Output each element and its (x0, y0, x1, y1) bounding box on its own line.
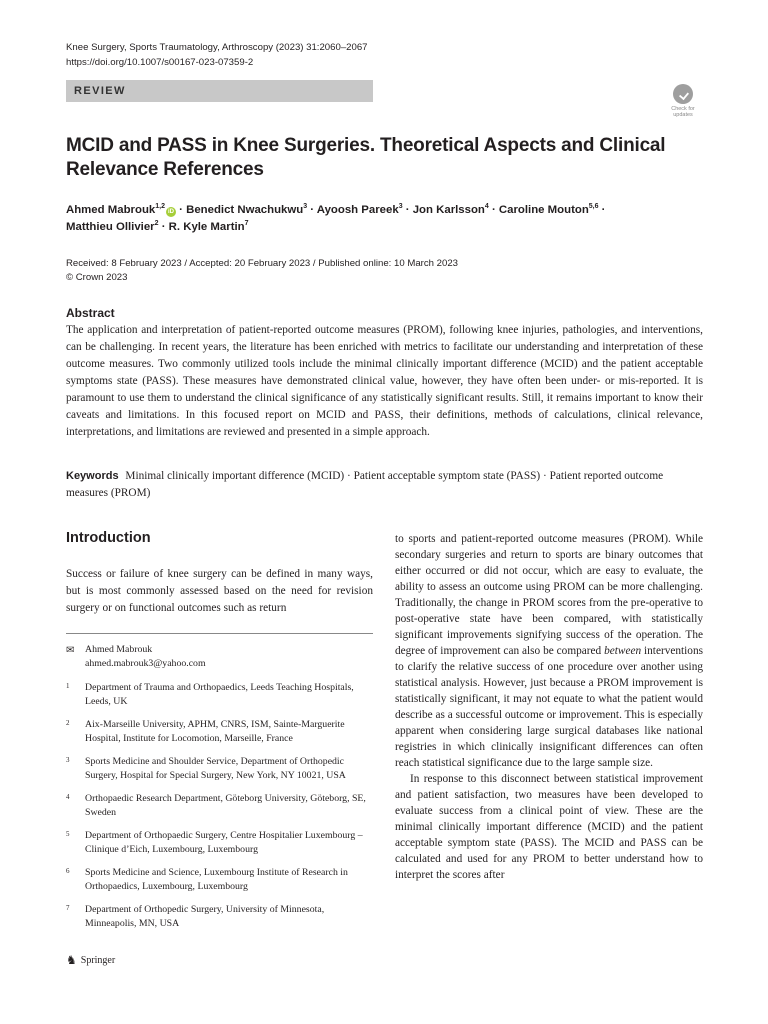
author-separator: · (175, 204, 187, 216)
author-separator: · (307, 204, 317, 216)
publication-dates (66, 257, 458, 284)
affiliation-text: Sports Medicine and Shoulder Service, Department of Orthopedic Surgery, Hospital for Special Surgery, New York, NY 10021, USA (85, 756, 346, 781)
affiliation-item (66, 718, 373, 746)
springer-horse-icon: ♞ (66, 953, 77, 967)
abstract-text: The application and interpretation of patient-reported outcome measures (PROM), following knee injuries, pathologies, and interventions, can be challenging. In recent years, the literature has been enriched with metrics to facilitate our understanding and interpretation of these outcome measures. Two commonly utilized tools include the minimal clinically important difference (MCID) and the patient acceptable symptoms state (PASS). These measures have demonstrated clinical value, however, they have often been under- or mis-reported. It is paramount to use them to understand the clinical significance of any statistically significant results. Still, it remains important to know their caveats and limitations. In this focused report on MCID and PASS, their definitions, methods of calculations, clinical relevance, interpretations, and limitations are reviewed and presented in a simple approach. (66, 324, 703, 438)
author-list (66, 202, 686, 236)
affiliation-number: 2 (66, 719, 70, 727)
affiliation-item (66, 866, 373, 894)
orcid-icon[interactable]: iD (167, 209, 174, 215)
keywords-label: Keywords (66, 470, 119, 482)
contact-email[interactable]: ahmed.mabrouk3@yahoo.com (85, 658, 206, 669)
author-separator: · (402, 204, 413, 216)
author[interactable] (66, 221, 159, 233)
author[interactable] (413, 204, 489, 216)
author-affiliation-number: 2 (154, 220, 159, 228)
publisher-footer (66, 953, 115, 968)
affiliation-number: 4 (66, 793, 70, 801)
introduction-left-text: Success or failure of knee surgery can be defined in many ways, but is most commonly assessed based on the need for revision surgery or on functional outcomes such as return (66, 568, 373, 614)
author-name: Ayoosh Pareek (316, 204, 399, 216)
author[interactable] (317, 204, 403, 216)
author-affiliation-number: 3 (303, 203, 308, 211)
affiliation-item (66, 792, 373, 820)
author-affiliation-number: 3 (398, 203, 403, 211)
check-for-updates-label: Check for updates (671, 106, 695, 118)
author[interactable] (169, 221, 249, 233)
affiliation-item (66, 829, 373, 857)
affiliation-text: Department of Orthopaedic Surgery, Centre Hospitalier Luxembourg – Clinique d’Eich, Luxembourg, Luxembourg (85, 830, 363, 855)
paper-title: MCID and PASS in Knee Surgeries. Theoretical Aspects and Clinical Relevance References (66, 135, 666, 180)
section-label: REVIEW (66, 80, 373, 102)
author-separator: · (488, 204, 499, 216)
copyright-line: © Crown 2023 (66, 271, 128, 283)
check-for-updates-icon (673, 84, 693, 104)
journal-header (66, 40, 368, 70)
author-affiliation-number: 5,6 (588, 203, 599, 211)
abstract-heading: Abstract (66, 306, 115, 320)
affiliation-text: Orthopaedic Research Department, Göteborg University, Göteborg, SE, Sweden (85, 793, 366, 818)
affiliation-number: 6 (66, 867, 70, 875)
author-affiliation-number: 1,2 (155, 203, 165, 211)
author[interactable] (66, 204, 176, 216)
intro-text-part: interventions to clarify the relative success of one procedure over another using statistical analysis. However, just because a PROM improvement is statistically significant, it may not equate to what the patient would describe as a successful outcome or improvement. This is especially apparent when considering large surgical databases like national registries in which clinically insignificant differences can often reach statistical significance due to the large sample size. (395, 645, 704, 769)
author-name: Jon Karlsson (412, 204, 485, 216)
author-separator: · (158, 221, 169, 233)
affiliation-number: 7 (66, 904, 70, 912)
author-name: Caroline Mouton (498, 204, 589, 216)
affiliation-item (66, 755, 373, 783)
intro-emphasis: between (604, 645, 642, 657)
keywords (66, 468, 703, 502)
introduction-heading: Introduction (66, 530, 151, 546)
keywords-text: Minimal clinically important difference (MCID) · Patient acceptable symptom state (PASS) · Patient reported outcome measures (PROM) (66, 470, 664, 499)
affiliation-number: 5 (66, 830, 70, 838)
author-name: Ahmed Mabrouk (66, 204, 156, 216)
author-name: R. Kyle Martin (168, 221, 245, 233)
check-for-updates-button[interactable] (664, 84, 702, 124)
affiliation-item (66, 903, 373, 931)
doi-link[interactable]: https://doi.org/10.1007/s00167-023-07359-2 (66, 57, 254, 68)
introduction-right-column (395, 531, 703, 883)
author-separator: · (598, 204, 606, 216)
affiliation-text: Sports Medicine and Science, Luxembourg Institute of Research in Orthopaedics, Luxembourg, Luxembourg (85, 867, 348, 892)
affiliation-item (66, 681, 373, 709)
intro-text-part: to sports and patient-reported outcome measures (PROM). While secondary surgeries and return to sports are binary outcomes that either occurred or did not occur, which are easy to evaluate, the ability to assess an outcome using PROM can be more challenging. Traditionally, the change in PROM scores from the pre-operative to post-operative state have been compared, with statistically significant improvements signifying success of the operation. The degree of improvement can also be compared (395, 533, 703, 657)
author-name: Benedict Nwachukwu (186, 204, 304, 216)
corresponding-author (66, 643, 373, 671)
intro-paragraph (395, 531, 703, 771)
author-affiliation-number: 7 (244, 220, 249, 228)
affiliation-number: 1 (66, 682, 70, 690)
contact-name: Ahmed Mabrouk (85, 644, 153, 655)
author[interactable] (186, 204, 307, 216)
affiliation-divider (66, 633, 373, 634)
dates-line: Received: 8 February 2023 / Accepted: 20 February 2023 / Published online: 10 March 2023 (66, 258, 458, 269)
intro-paragraph: In response to this disconnect between statistical improvement and patient satisfaction, two measures have been developed to evaluate success from a clinical point of view. These are the minimal clinically important difference (MCID) and the patient acceptable symptom state (PASS). The MCID and PASS can be calculated and used for any PROM to better understand how to interpret the scores after (395, 773, 703, 881)
publisher-name: Springer (80, 955, 116, 966)
author[interactable] (499, 204, 599, 216)
affiliation-text: Department of Orthopedic Surgery, University of Minnesota, Minneapolis, MN, USA (85, 904, 325, 929)
affiliation-number: 3 (66, 756, 70, 764)
affiliation-text: Department of Trauma and Orthopaedics, Leeds Teaching Hospitals, Leeds, UK (85, 682, 354, 707)
affiliation-text: Aix-Marseille University, APHM, CNRS, ISM, Sainte-Marguerite Hospital, Institute for Locomotion, Marseille, France (85, 719, 345, 744)
affiliation-list (66, 681, 373, 940)
author-name: Matthieu Ollivier (66, 221, 155, 233)
journal-citation: Knee Surgery, Sports Traumatology, Arthroscopy (2023) 31:2060–2067 (66, 42, 368, 53)
author-affiliation-number: 4 (484, 203, 489, 211)
envelope-icon: ✉ (66, 645, 75, 656)
